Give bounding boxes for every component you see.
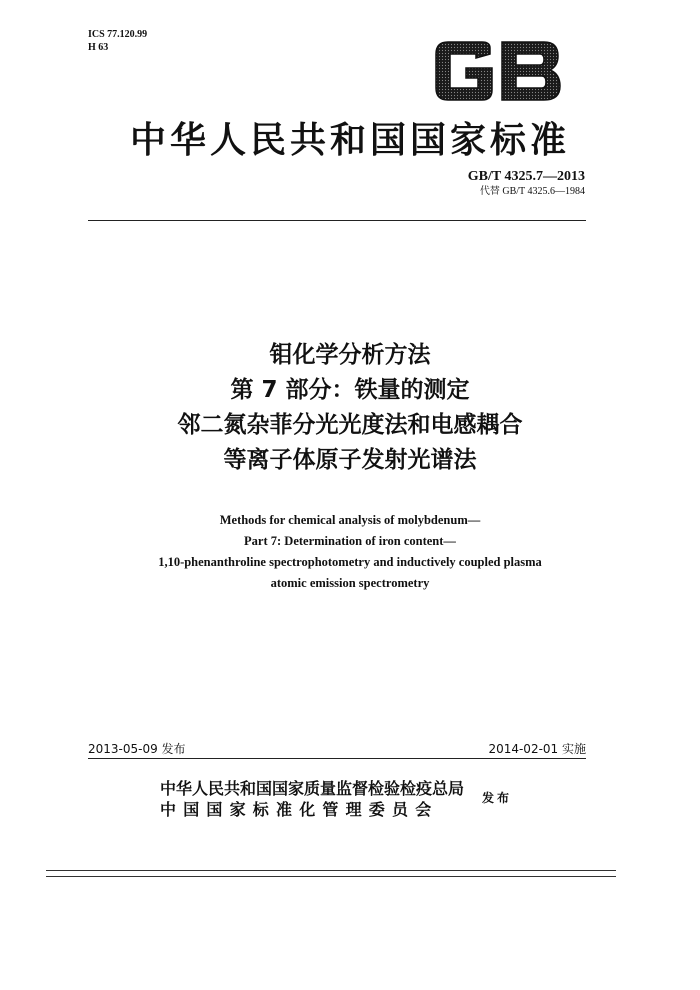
standard-number: GB/T 4325.7—2013 (467, 169, 585, 184)
chinese-title-line: 等离子体原子发射光谱法 (223, 447, 477, 473)
issuer-aqsiq: 中华人民共和国国家质量监督检验检疫总局 (160, 779, 465, 798)
chinese-title-line: 第 7 部分：铁量的测定 (230, 377, 470, 403)
standard-number-block (440, 168, 585, 198)
english-title (0, 510, 700, 594)
publish-label: 发布 (482, 791, 513, 805)
english-title-line: Part 7: Determination of iron content— (244, 534, 456, 548)
middle-divider (88, 758, 586, 759)
gb-logo (432, 40, 564, 102)
chinese-title-line: 邻二氮杂菲分光光度法和电感耦合 (177, 412, 523, 438)
ccs-code: H 63 (88, 42, 109, 53)
bottom-divider (46, 870, 616, 871)
replaces-standard: 代替 GB/T 4325.6—1984 (479, 186, 585, 197)
english-title-line: 1,10-phenanthroline spectrophotometry and inductively coupled plasma (158, 555, 542, 569)
ics-code: ICS 77.120.99 (88, 29, 148, 40)
english-title-line: Methods for chemical analysis of molybdenum— (219, 513, 481, 527)
national-standard-title: 中华人民共和国国家标准 (129, 119, 570, 161)
top-divider (88, 220, 586, 221)
chinese-title (0, 338, 700, 478)
issuing-authorities (160, 778, 464, 820)
implementation-date: 2014-02-01 实施 (488, 742, 586, 756)
bottom-divider (46, 876, 616, 877)
issue-date: 2013-05-09 发布 (88, 742, 186, 756)
chinese-title-line: 钼化学分析方法 (269, 342, 431, 368)
classification-codes (88, 28, 147, 54)
english-title-line: atomic emission spectrometry (270, 576, 430, 590)
issuer-sac: 中国国家标准化管理委员会 (160, 800, 439, 819)
